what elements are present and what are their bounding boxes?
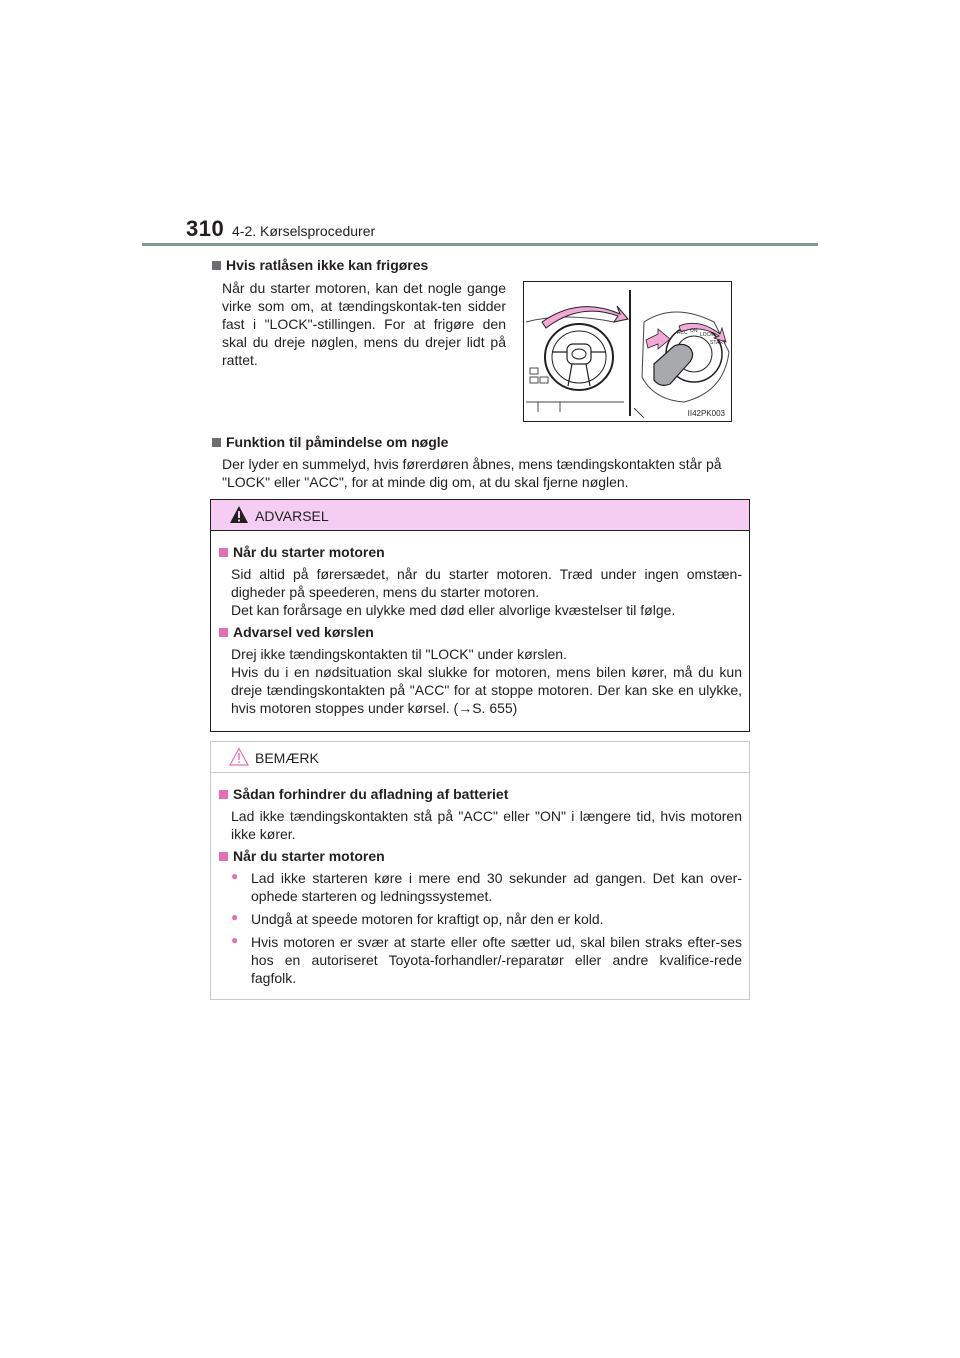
warning-heading-start: Når du starter motoren bbox=[219, 544, 385, 560]
svg-text:ON: ON bbox=[690, 328, 698, 334]
warning-triangle-icon bbox=[229, 505, 249, 524]
heading-steering-lock: Hvis ratlåsen ikke kan frigøres bbox=[212, 257, 428, 273]
notice-title: BEMÆRK bbox=[255, 750, 319, 766]
svg-text:START: START bbox=[710, 340, 726, 346]
warning-box bbox=[210, 499, 750, 732]
warning-header bbox=[211, 500, 749, 531]
page-number: 310 bbox=[186, 216, 225, 241]
svg-text:ACC: ACC bbox=[677, 330, 688, 336]
warning-start-text: Sid altid på førersædet, når du starter motoren. Træd under ingen omstæn-digheder på speederen, mens du starter motoren. bbox=[231, 566, 742, 600]
heading-key-reminder: Funktion til påmindelse om nøgle bbox=[212, 434, 448, 450]
notice-triangle-icon bbox=[229, 747, 249, 766]
notice-heading-battery: Sådan forhindrer du afladning af batteriet bbox=[219, 786, 508, 802]
square-bullet-icon bbox=[212, 438, 221, 447]
square-bullet-icon bbox=[212, 261, 221, 270]
steering-lock-text: Når du starter motoren, kan det nogle gange virke som om, at tændingskontak-ten sidder fast i "LOCK"-stillingen. For at frigøre den skal du dreje nøglen, mens du drejer lidt på rattet. bbox=[222, 280, 506, 368]
svg-text:LOCK: LOCK bbox=[700, 332, 714, 338]
warning-start-text-2: Det kan forårsage en ulykke med død eller alvorlige kvæstelser til følge. bbox=[231, 602, 676, 618]
notice-battery-text: Lad ikke tændingskontakten stå på "ACC" eller "ON" i længere tid, hvis motoren ikke kører. bbox=[231, 808, 742, 842]
square-bullet-icon bbox=[219, 548, 228, 557]
round-bullet-icon: ● bbox=[231, 910, 239, 924]
round-bullet-icon: ● bbox=[231, 933, 239, 947]
warning-heading-driving: Advarsel ved kørslen bbox=[219, 624, 374, 640]
figure-code: II42PK003 bbox=[687, 409, 725, 418]
header-rule bbox=[142, 243, 818, 246]
section-title: 4-2. Kørselsprocedurer bbox=[232, 223, 376, 239]
notice-bullet-2: Undgå at speede motoren for kraftigt op, når den er kold. bbox=[251, 911, 604, 927]
warning-driving-text: Drej ikke tændingskontakten til "LOCK" under kørslen. bbox=[231, 646, 567, 662]
notice-heading-start: Når du starter motoren bbox=[219, 848, 385, 864]
notice-bullet-1: Lad ikke starteren køre i mere end 30 sekunder ad gangen. Det kan over-ophede starteren og ledningssystemet. bbox=[251, 870, 742, 904]
steering-ignition-illustration bbox=[523, 281, 732, 422]
warning-title: ADVARSEL bbox=[255, 508, 329, 524]
notice-box bbox=[210, 741, 750, 1000]
warning-driving-text-2: Hvis du i en nødsituation skal slukke for motoren, mens bilen kører, må du kun dreje tændingskontakten på "ACC" for at stoppe motoren. Der kan ske en ulykke, hvis motoren stoppes under kørsel. (→S. 655) bbox=[231, 664, 742, 716]
notice-header bbox=[211, 742, 749, 773]
square-bullet-icon bbox=[219, 628, 228, 637]
round-bullet-icon: ● bbox=[231, 869, 239, 883]
steering-wheel-key-icon bbox=[524, 282, 732, 422]
key-reminder-text: Der lyder en summelyd, hvis førerdøren åbnes, mens tændingskontakten står på "LOCK" eller "ACC", for at minde dig om, at du skal fjerne nøglen. bbox=[222, 456, 722, 490]
square-bullet-icon bbox=[219, 790, 228, 799]
square-bullet-icon bbox=[219, 852, 228, 861]
notice-bullet-3: Hvis motoren er svær at starte eller ofte sætter ud, skal bilen straks efter-ses hos en autoriseret Toyota-forhandler/-reparatør eller andre kvalifice-rede fagfolk. bbox=[251, 934, 742, 986]
